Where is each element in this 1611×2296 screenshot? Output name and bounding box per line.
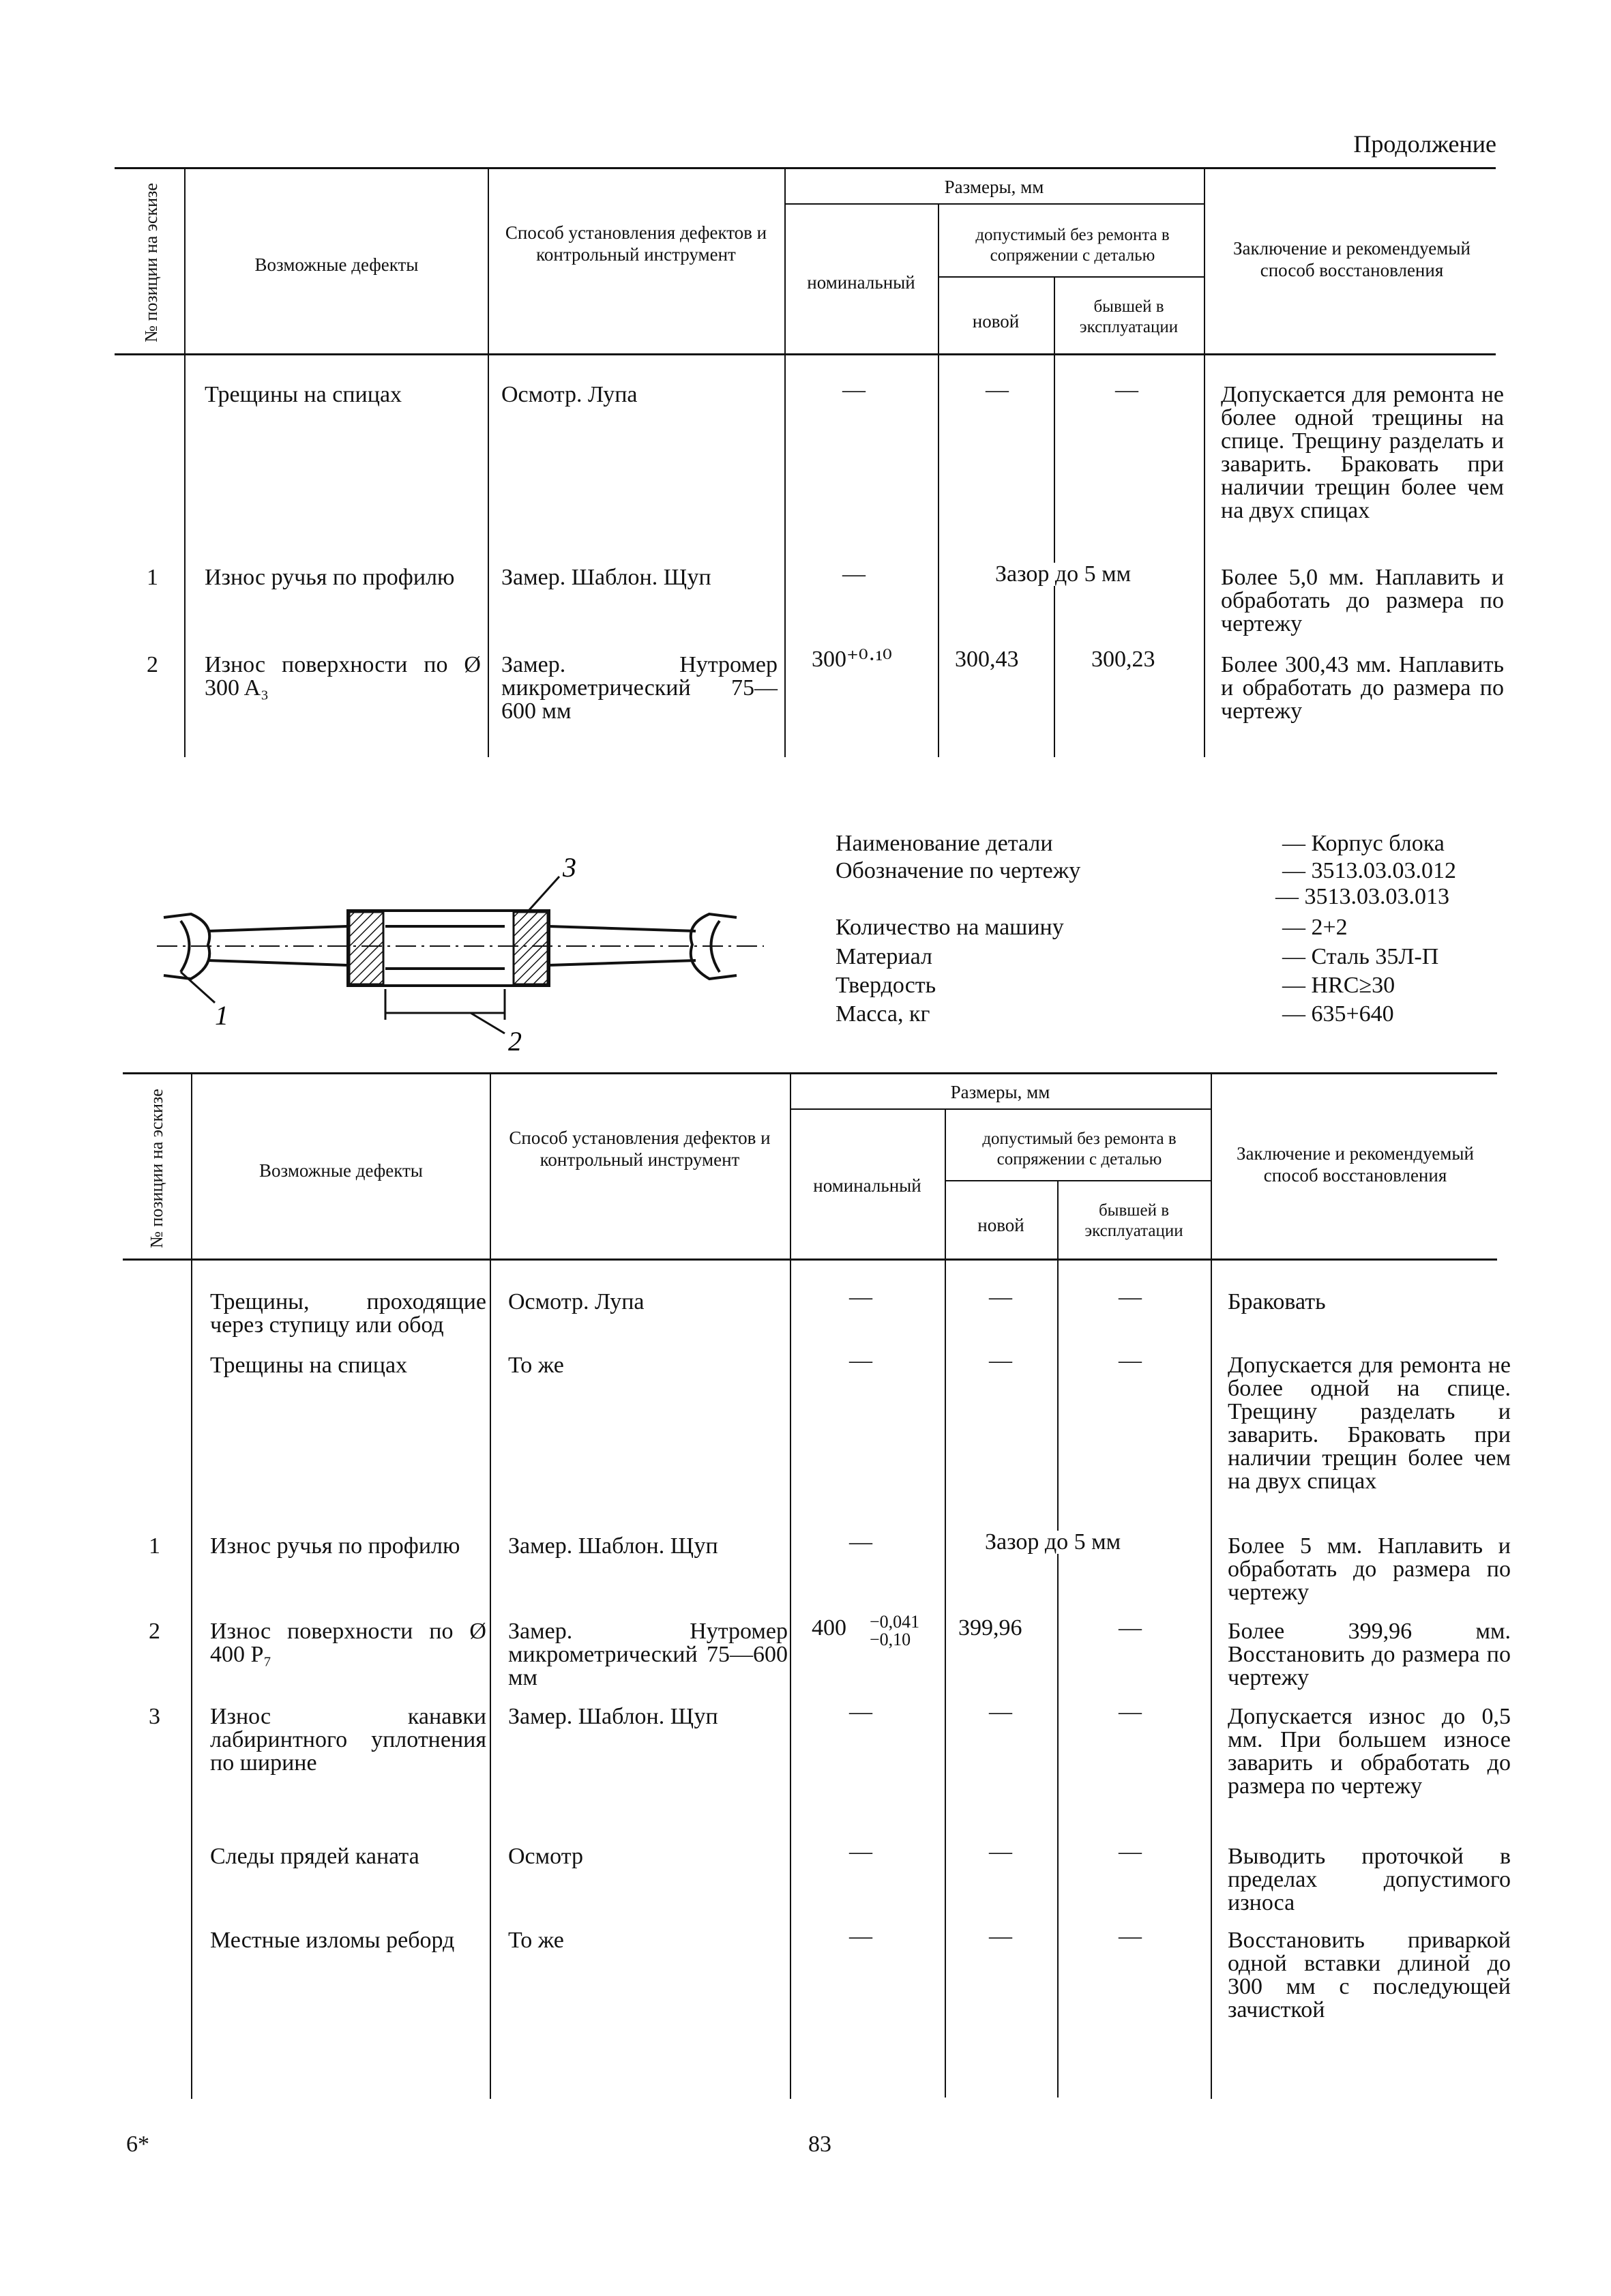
header2-position: № позиции на эскизе <box>147 1089 166 1248</box>
header2-new: новой <box>977 1215 1024 1235</box>
spec-material-value: — Сталь 35Л-П <box>1282 944 1439 969</box>
t1-row3-conclusion: Более 300,43 мм. Наплавить и обработать до размера по чертежу <box>1221 652 1504 724</box>
t2-row7-used: — <box>1119 1924 1142 1949</box>
header-defects: Возможные дефекты <box>254 254 419 275</box>
t2-row6-nominal: — <box>849 1839 872 1864</box>
t1-row1-nominal: — <box>842 377 866 402</box>
header2-nominal: номинальный <box>813 1175 921 1196</box>
header2-conclusion: Заключение и рекомендуемый способ восстановления <box>1237 1143 1474 1186</box>
header-conclusion: Заключение и рекомендуемый способ восстановления <box>1233 238 1470 280</box>
t2-row2-used: — <box>1119 1348 1142 1373</box>
t2-row1-defect: Трещины, проходящие через ступицу или обод <box>210 1289 486 1338</box>
continuation-label: Продолжение <box>1353 130 1496 158</box>
t2-row4-nominal-up: −0,041 <box>870 1612 920 1632</box>
header-sizes: Размеры, мм <box>944 177 1044 197</box>
header-position: № позиции на эскизе <box>141 183 161 342</box>
t2-row2-conclusion: Допускается для ремонта не более одной на спице. Трещину разделать и заварить. Браковать при наличии трещин более чем на двух спицах <box>1228 1353 1511 1494</box>
spec-hardness-value: — HRC≥30 <box>1282 973 1395 998</box>
t2-row2-method: То же <box>508 1353 564 1378</box>
t2-row1-new: — <box>989 1284 1012 1310</box>
part-sketch <box>150 846 778 1050</box>
t2-row2-new: — <box>989 1348 1012 1373</box>
t2-row4-new: 399,96 <box>958 1615 1022 1640</box>
header-method: Способ установления дефектов и контрольный инструмент <box>505 222 767 265</box>
page-number: 83 <box>808 2132 831 2157</box>
t1-row2-defect: Износ ручья по профилю <box>205 565 455 590</box>
spec-mass-value: — 635+640 <box>1282 1001 1394 1027</box>
spec-material-label: Материал <box>836 944 932 969</box>
spec-drawing-label: Обозначение по чертежу <box>836 858 1081 883</box>
t2-row7-conclusion: Восстановить приваркой одной вставки длиной до 300 мм с последующей зачисткой <box>1228 1928 1511 2022</box>
t2-row4-pos: 2 <box>149 1619 160 1644</box>
t1-row1-new: — <box>986 377 1009 402</box>
t1-row3-used: 300,23 <box>1091 647 1155 672</box>
t1-row3-defect: Износ поверхности по Ø 300 A₃ <box>205 652 481 701</box>
t2-row3-gap: Зазор до 5 мм <box>982 1531 1123 1554</box>
t2-row5-used: — <box>1119 1699 1142 1724</box>
callout-3: 3 <box>563 852 576 883</box>
t2-row3-pos: 1 <box>149 1533 160 1559</box>
t2-row4-used: — <box>1119 1615 1142 1640</box>
t1-row1-used: — <box>1115 377 1138 402</box>
t1-row2-pos: 1 <box>147 565 158 590</box>
signature-mark: 6* <box>126 2132 149 2157</box>
t2-row5-defect: Износ канавки лабиринтного уплотнения по ширине <box>210 1704 486 1776</box>
header2-method: Способ установления дефектов и контрольный инструмент <box>509 1128 771 1170</box>
t2-row1-method: Осмотр. Лупа <box>508 1289 645 1314</box>
callout-2: 2 <box>508 1026 522 1050</box>
spec-name-value: — Корпус блока <box>1282 831 1445 856</box>
t1-row3-nominal: 300⁺⁰·¹⁰ <box>812 647 892 672</box>
t2-row5-method: Замер. Шаблон. Щуп <box>508 1704 718 1729</box>
t2-row7-defect: Местные изломы реборд <box>210 1928 455 1953</box>
t2-row4-nominal: 400 <box>812 1615 846 1640</box>
t2-row1-conclusion: Браковать <box>1228 1289 1326 1314</box>
t2-row5-conclusion: Допускается износ до 0,5 мм. При большем износе заварить и обработать до размера по чертежу <box>1228 1704 1511 1799</box>
header2-sizes: Размеры, мм <box>950 1082 1050 1102</box>
t2-row4-method: Замер. Нутромер микрометрический 75—600 мм <box>508 1619 788 1690</box>
spec-drawing-value-2: — 3513.03.03.013 <box>1275 884 1449 909</box>
t2-row3-method: Замер. Шаблон. Щуп <box>508 1533 718 1559</box>
callout-1: 1 <box>215 1000 228 1031</box>
t2-row7-new: — <box>989 1924 1012 1949</box>
t2-row3-conclusion: Более 5 мм. Наплавить и обработать до размера по чертежу <box>1228 1533 1511 1605</box>
spec-qty-label: Количество на машину <box>836 915 1064 940</box>
t2-row2-defect: Трещины на спицах <box>210 1353 408 1378</box>
t1-row2-conclusion: Более 5,0 мм. Наплавить и обработать до размера по чертежу <box>1221 565 1504 636</box>
header-used: бывшей в эксплуатации <box>1079 297 1179 336</box>
header-new: новой <box>972 311 1020 332</box>
t2-row5-pos: 3 <box>149 1704 160 1729</box>
t2-row3-nominal: — <box>849 1529 872 1555</box>
spec-name-label: Наименование детали <box>836 831 1053 856</box>
header2-allowed: допустимый без ремонта в сопряжении с деталью <box>982 1130 1177 1168</box>
t2-row7-nominal: — <box>849 1924 872 1949</box>
t2-row4-defect: Износ поверхности по Ø 400 P₇ <box>210 1619 486 1667</box>
header-nominal: номинальный <box>807 272 915 293</box>
t1-row1-conclusion: Допускается для ремонта не более одной трещины на спице. Трещину разделать и заварить. Браковать при наличии трещин более чем на двух спицах <box>1221 382 1504 523</box>
t1-row1-method: Осмотр. Лупа <box>501 382 638 407</box>
t2-row6-new: — <box>989 1839 1012 1864</box>
t2-row4-nominal-low: −0,10 <box>870 1630 911 1649</box>
t2-row1-used: — <box>1119 1284 1142 1310</box>
spec-hardness-label: Твердость <box>836 973 936 998</box>
t2-row1-nominal: — <box>849 1284 872 1310</box>
spec-drawing-value-1: — 3513.03.03.012 <box>1282 858 1456 883</box>
t1-row2-nominal: — <box>842 561 866 587</box>
t2-row6-conclusion: Выводить проточкой в пределах допустимого износа <box>1228 1844 1511 1915</box>
t1-row1-defect: Трещины на спицах <box>205 382 402 407</box>
t2-row7-method: То же <box>508 1928 564 1953</box>
t1-row3-pos: 2 <box>147 652 158 677</box>
t1-row3-new: 300,43 <box>955 647 1019 672</box>
t2-row6-defect: Следы прядей каната <box>210 1844 419 1869</box>
t1-row2-gap: Зазор до 5 мм <box>992 563 1134 586</box>
spec-qty-value: — 2+2 <box>1282 915 1348 940</box>
t2-row4-conclusion: Более 399,96 мм. Восстановить до размера по чертежу <box>1228 1619 1511 1690</box>
header2-used: бывшей в эксплуатации <box>1084 1201 1183 1240</box>
t2-row3-defect: Износ ручья по профилю <box>210 1533 460 1559</box>
t2-row2-nominal: — <box>849 1348 872 1373</box>
t2-row5-nominal: — <box>849 1699 872 1724</box>
t2-row6-used: — <box>1119 1839 1142 1864</box>
t2-row6-method: Осмотр <box>508 1844 583 1869</box>
t1-row2-method: Замер. Шаблон. Щуп <box>501 565 711 590</box>
header-allowed: допустимый без ремонта в сопряжении с деталью <box>975 226 1170 265</box>
header2-defects: Возможные дефекты <box>259 1160 423 1181</box>
spec-mass-label: Масса, кг <box>836 1001 930 1027</box>
t1-row3-method: Замер. Нутромер микрометрический 75—600 мм <box>501 652 778 724</box>
t2-row5-new: — <box>989 1699 1012 1724</box>
